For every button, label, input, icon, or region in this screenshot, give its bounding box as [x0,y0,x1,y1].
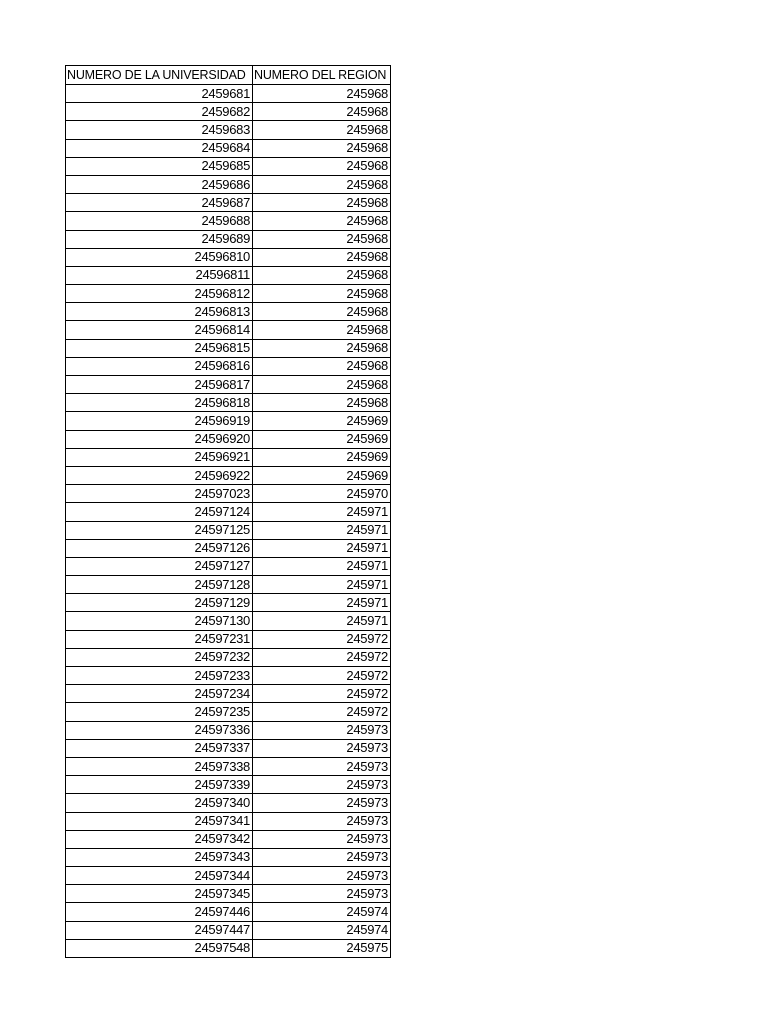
region-number-cell: 245968 [253,103,391,121]
region-number-cell: 245968 [253,194,391,212]
university-number-cell: 24597447 [66,921,253,939]
table-row [66,266,391,284]
university-number-cell: 24596812 [66,285,253,303]
university-number-cell: 24597345 [66,885,253,903]
table-row [66,412,391,430]
university-number-cell: 24596814 [66,321,253,339]
region-number-cell: 245974 [253,921,391,939]
university-number-cell: 2459682 [66,103,253,121]
region-number-cell: 245973 [253,830,391,848]
region-number-cell: 245968 [253,157,391,175]
university-number-cell: 24597126 [66,539,253,557]
table-row [66,303,391,321]
region-number-cell: 245968 [253,85,391,103]
university-number-cell: 24597129 [66,594,253,612]
university-number-cell: 2459681 [66,85,253,103]
region-number-cell: 245973 [253,794,391,812]
header-row [66,66,391,85]
region-number-cell: 245969 [253,412,391,430]
region-number-cell: 245968 [253,303,391,321]
table-row [66,248,391,266]
table-row [66,903,391,921]
region-number-cell: 245973 [253,848,391,866]
region-number-cell: 245972 [253,648,391,666]
table-row [66,121,391,139]
table-row [66,885,391,903]
university-number-cell: 24596815 [66,339,253,357]
university-number-cell: 24597337 [66,739,253,757]
university-number-cell: 24596922 [66,466,253,484]
region-number-cell: 245968 [253,339,391,357]
university-number-cell: 24597124 [66,503,253,521]
region-number-cell: 245971 [253,539,391,557]
table-row [66,175,391,193]
university-number-cell: 24596810 [66,248,253,266]
table-row [66,594,391,612]
university-number-cell: 24597338 [66,757,253,775]
table-row [66,921,391,939]
university-number-cell: 24597341 [66,812,253,830]
region-number-cell: 245968 [253,175,391,193]
region-number-cell: 245968 [253,321,391,339]
university-number-cell: 24597344 [66,867,253,885]
region-number-cell: 245973 [253,885,391,903]
university-number-cell: 24597336 [66,721,253,739]
region-number-cell: 245972 [253,667,391,685]
table-row [66,667,391,685]
table-row [66,703,391,721]
region-number-cell: 245972 [253,630,391,648]
university-number-cell: 24596919 [66,412,253,430]
table-row [66,794,391,812]
table-row [66,576,391,594]
table-row [66,739,391,757]
table-row [66,157,391,175]
region-number-cell: 245973 [253,721,391,739]
table-row [66,939,391,957]
table-row [66,376,391,394]
table-row [66,630,391,648]
table-row [66,430,391,448]
university-number-cell: 24596816 [66,357,253,375]
table-row [66,448,391,466]
university-number-cell: 24597339 [66,776,253,794]
university-number-cell: 24597235 [66,703,253,721]
university-number-cell: 24597125 [66,521,253,539]
region-number-cell: 245973 [253,867,391,885]
table-row [66,285,391,303]
university-number-cell: 24597127 [66,557,253,575]
region-number-cell: 245973 [253,776,391,794]
table-row [66,357,391,375]
header-region-number: NUMERO DEL REGION [253,66,391,85]
table-row [66,230,391,248]
university-number-cell: 24597128 [66,576,253,594]
university-number-cell: 24596818 [66,394,253,412]
data-table [65,65,391,958]
region-number-cell: 245973 [253,739,391,757]
region-number-cell: 245968 [253,285,391,303]
table-row [66,212,391,230]
university-number-cell: 24597130 [66,612,253,630]
region-number-cell: 245968 [253,139,391,157]
university-number-cell: 24596813 [66,303,253,321]
region-number-cell: 245968 [253,212,391,230]
university-number-cell: 2459686 [66,175,253,193]
university-number-cell: 24597446 [66,903,253,921]
table-row [66,485,391,503]
table-row [66,776,391,794]
region-number-cell: 245969 [253,448,391,466]
university-number-cell: 2459684 [66,139,253,157]
region-number-cell: 245968 [253,248,391,266]
table-row [66,103,391,121]
university-number-cell: 24596920 [66,430,253,448]
region-number-cell: 245970 [253,485,391,503]
table-row [66,339,391,357]
table-row [66,612,391,630]
region-number-cell: 245968 [253,357,391,375]
table-row [66,830,391,848]
university-number-cell: 24597232 [66,648,253,666]
table-row [66,848,391,866]
table-row [66,394,391,412]
university-number-cell: 24597234 [66,685,253,703]
university-number-cell: 24597342 [66,830,253,848]
university-number-cell: 24596811 [66,266,253,284]
university-number-cell: 24597233 [66,667,253,685]
table-row [66,648,391,666]
table-row [66,539,391,557]
region-number-cell: 245971 [253,557,391,575]
university-number-cell: 2459687 [66,194,253,212]
region-number-cell: 245969 [253,430,391,448]
table-row [66,557,391,575]
table-row [66,503,391,521]
table-row [66,321,391,339]
table-row [66,812,391,830]
region-number-cell: 245968 [253,394,391,412]
university-number-cell: 24597231 [66,630,253,648]
region-number-cell: 245969 [253,466,391,484]
table-body [66,85,391,958]
table-row [66,466,391,484]
header-university-number: NUMERO DE LA UNIVERSIDAD [66,66,253,85]
table-row [66,757,391,775]
region-number-cell: 245968 [253,376,391,394]
region-number-cell: 245972 [253,703,391,721]
university-number-cell: 24597023 [66,485,253,503]
table-row [66,685,391,703]
table-row [66,521,391,539]
region-number-cell: 245968 [253,266,391,284]
region-number-cell: 245971 [253,503,391,521]
region-number-cell: 245973 [253,812,391,830]
table-row [66,721,391,739]
table-row [66,867,391,885]
table-row [66,139,391,157]
university-number-cell: 24596817 [66,376,253,394]
university-number-cell: 2459685 [66,157,253,175]
table-row [66,194,391,212]
region-number-cell: 245971 [253,521,391,539]
university-number-cell: 24597548 [66,939,253,957]
university-number-cell: 24596921 [66,448,253,466]
region-number-cell: 245973 [253,757,391,775]
region-number-cell: 245968 [253,121,391,139]
region-number-cell: 245974 [253,903,391,921]
region-number-cell: 245972 [253,685,391,703]
university-number-cell: 24597340 [66,794,253,812]
university-number-cell: 2459689 [66,230,253,248]
university-number-cell: 24597343 [66,848,253,866]
region-number-cell: 245971 [253,576,391,594]
university-number-cell: 2459688 [66,212,253,230]
region-number-cell: 245971 [253,594,391,612]
university-number-cell: 2459683 [66,121,253,139]
table-row [66,85,391,103]
region-number-cell: 245975 [253,939,391,957]
region-number-cell: 245971 [253,612,391,630]
region-number-cell: 245968 [253,230,391,248]
